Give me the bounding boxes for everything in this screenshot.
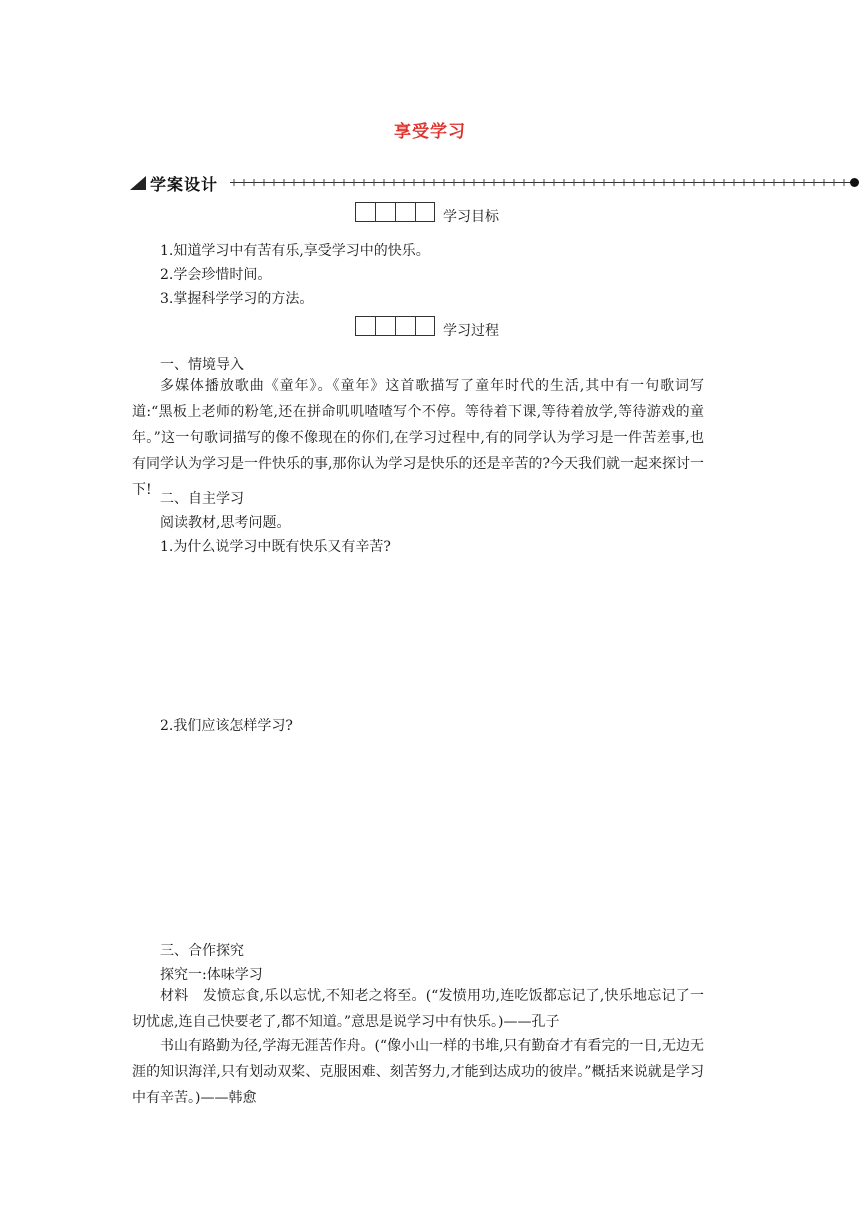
banner-label: 学案设计 <box>150 175 219 194</box>
section-banner <box>130 172 860 194</box>
part3-heading: 三、合作探究 <box>160 943 244 959</box>
part1-heading: 一、情境导入 <box>160 357 244 373</box>
part2-heading: 二、自主学习 <box>160 491 244 507</box>
goal-item: 2.学会珍惜时间。 <box>160 267 272 283</box>
heading-boxes <box>355 202 435 222</box>
banner-triangle-icon <box>130 176 146 190</box>
page-title: 享受学习 <box>394 122 466 142</box>
banner-end-dot-icon <box>850 178 859 187</box>
material-1: 材料 发愤忘食,乐以忘忧,不知老之将至。(“发愤用功,连吃饭都忘记了,快乐地忘记了一切忧虑,连自己快要老了,都不知道。”意思是说学习中有快乐。)——孔子 <box>132 988 704 1030</box>
question-1: 1.为什么说学习中既有快乐又有辛苦? <box>160 539 391 555</box>
part3-subheading: 探究一:体味学习 <box>160 967 263 983</box>
section-title: 学习目标 <box>443 209 499 225</box>
question-2: 2.我们应该怎样学习? <box>160 718 293 734</box>
heading-boxes <box>355 316 435 336</box>
goal-item: 3.掌握科学学习的方法。 <box>160 291 314 307</box>
section-title: 学习过程 <box>443 323 499 339</box>
goal-item: 1.知道学习中有苦有乐,享受学习中的快乐。 <box>160 243 430 259</box>
material-2: 书山有路勤为径,学海无涯苦作舟。(“像小山一样的书堆,只有勤奋才有看完的一日,无边无涯的知识海洋,只有划动双桨、克服困难、刻苦努力,才能到达成功的彼岸。”概括来说就是学习中有辛苦。)——韩愈 <box>132 1038 704 1106</box>
banner-ticks <box>230 178 855 187</box>
part1-text: 多媒体播放歌曲《童年》。《童年》这首歌描写了童年时代的生活,其中有一句歌词写道:“黑板上老师的粉笔,还在拼命叽叽喳喳写个不停。等待着下课,等待着放学,等待游戏的童年。”这一句歌词描写的像不像现在的你们,在学习过程中,有的同学认为学习是一件苦差事,也有同学认为学习是一件快乐的事,那你认为学习是快乐的还是辛苦的?今天我们就一起来探讨一下! <box>132 378 704 498</box>
part2-intro: 阅读教材,思考问题。 <box>160 515 291 531</box>
